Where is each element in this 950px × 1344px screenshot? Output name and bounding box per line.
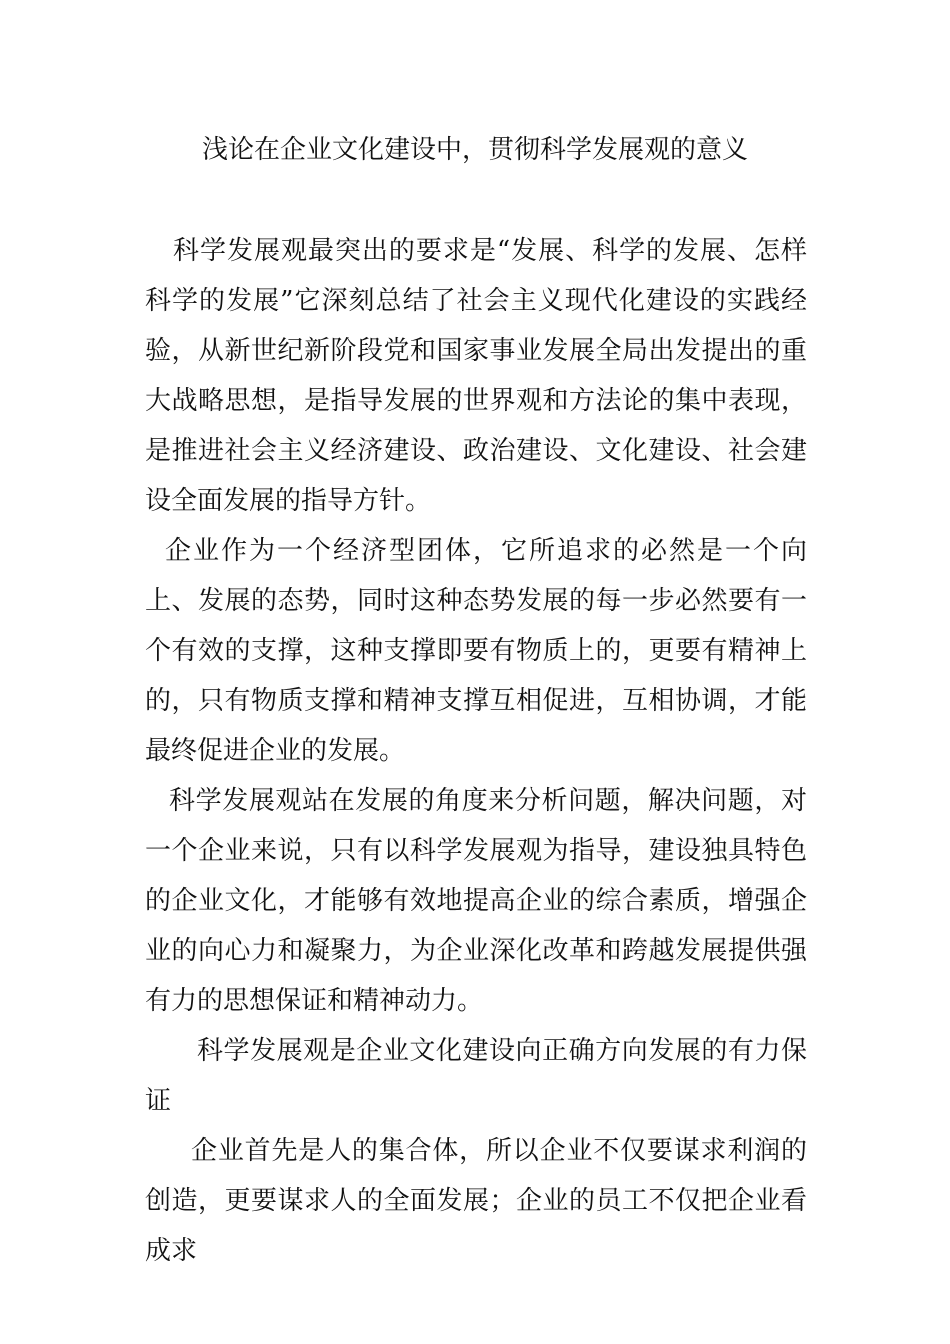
paragraph-2: 企业作为一个经济型团体，它所追求的必然是一个向上、发展的态势，同时这种态势发展的每一步必然要有一个有效的支撑，这种支撑即要有物质上的，更要有精神上的，只有物质支撑和精神支撑互相促进，互相协调，才能最终促进企业的发展。	[145, 536, 807, 766]
paragraph-3: 科学发展观站在发展的角度来分析问题，解决问题，对一个企业来说，只有以科学发展观为指导，建设独具特色的企业文化，才能够有效地提高企业的综合素质，增强企业的向心力和凝聚力，为企业深化改革和跨越发展提供强有力的思想保证和精神动力。	[145, 786, 807, 1016]
paragraph-5: 企业首先是人的集合体，所以企业不仅要谋求利润的创造，更要谋求人的全面发展；企业的员工不仅把企业看成求	[145, 1136, 807, 1266]
paragraph-4-heading: 科学发展观是企业文化建设向正确方向发展的有力保证	[145, 1036, 807, 1116]
paragraph-1: 科学发展观最突出的要求是“发展、科学的发展、怎样科学的发展”它深刻总结了社会主义现代化建设的实践经验，从新世纪新阶段党和国家事业发展全局出发提出的重大战略思想，是指导发展的世界观和方法论的集中表现，是推进社会主义经济建设、政治建设、文化建设、社会建设全面发展的指导方针。	[145, 236, 807, 516]
document-title: 浅论在企业文化建设中，贯彻科学发展观的意义	[201, 135, 748, 165]
document-body	[145, 226, 807, 1276]
